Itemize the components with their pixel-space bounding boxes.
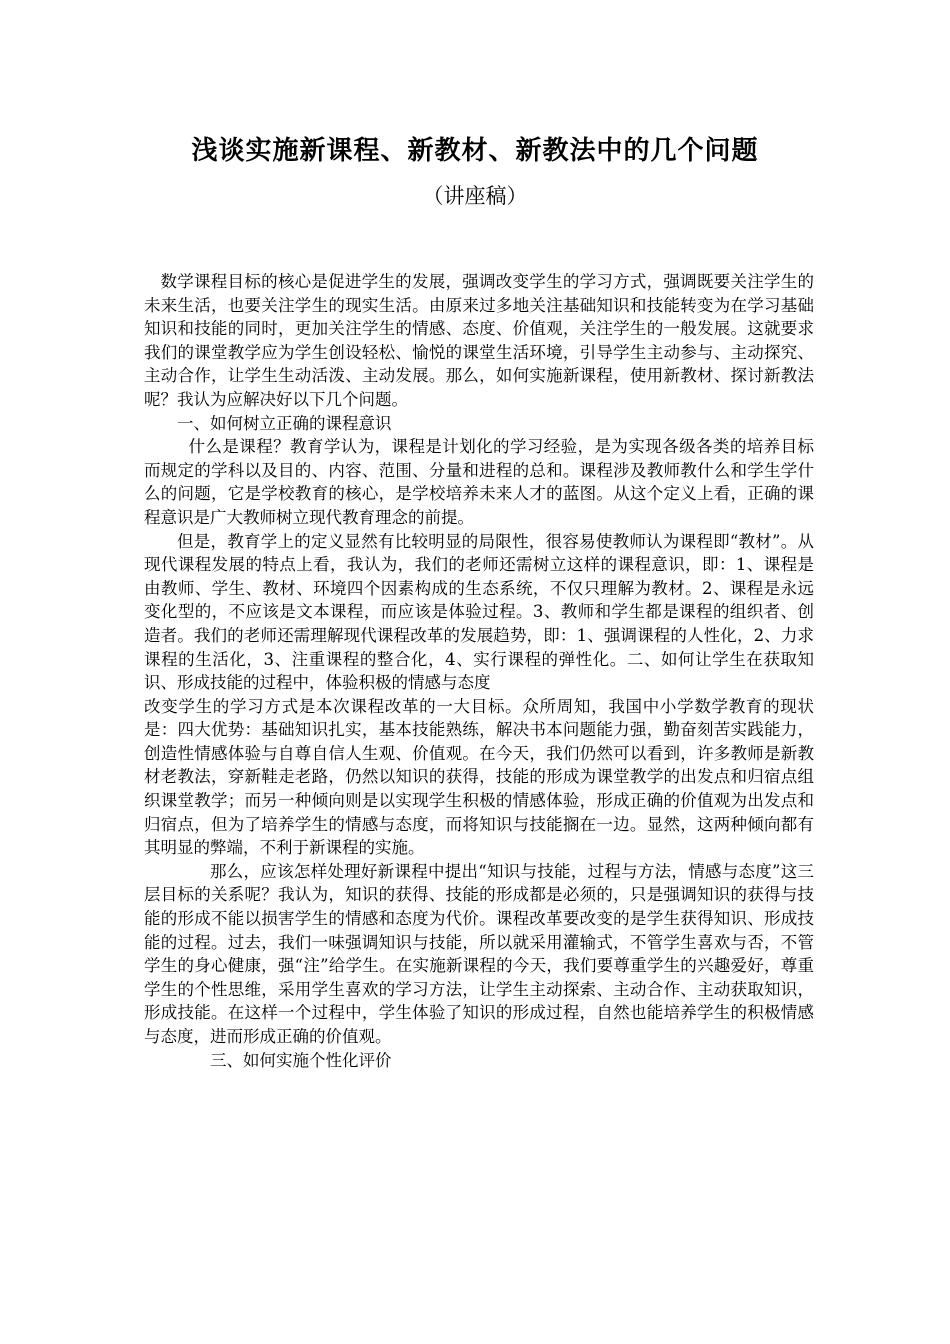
paragraph-learning-methods: 改变学生的学习方式是本次课程改革的一大目标。众所周知，我国中小学数学教育的现状是：四大优势：基础知识扎实，基本技能熟练，解决书本问题能力强，勤奋刻苦实践能力，创造性情感体验与自尊自信人生观、价值观。在今天，我们仍然可以看到，许多教师是新教材老教法，穿新鞋走老路，仍然以知识的获得，技能的形成为课堂教学的出发点和归宿点组织课堂教学；而另一种倾向则是以实现学生积极的情感体验，形成正确的价值观为出发点和归宿点，但为了培养学生的情感与态度，而将知识与技能搁在一边。显然，这两种倾向都有其明显的弊端，不利于新课程的实施。 <box>144 696 814 858</box>
document-title: 浅谈实施新课程、新教材、新教法中的几个问题 <box>191 136 759 166</box>
document-body <box>144 270 814 1072</box>
paragraph-course-awareness: 但是，教育学上的定义显然有比较明显的局限性，很容易使教师认为课程即“教材”。从现代课程发展的特点上看，我认为，我们的老师还需树立这样的课程意识，即：1、课程是由教师、学生、教材、环境四个因素构成的生态系统，不仅只理解为教材。2、课程是永远变化型的，不应该是文本课程，而应该是体验过程。3、教师和学生都是课程的组织者、创造者。我们的老师还需理解现代课程改革的发展趋势，即：1、强调课程的人性化，2、力求课程的生活化，3、注重课程的整合化，4、实行课程的弹性化。二、如何让学生在获取知识、形成技能的过程中，体验积极的情感与态度 <box>144 531 814 693</box>
section-heading-3: 三、如何实施个性化评价 <box>210 1050 392 1070</box>
paragraph-intro: 数学课程目标的核心是促进学生的发展，强调改变学生的学习方式，强调既要关注学生的未来生活，也要关注学生的现实生活。由原来过多地关注基础知识和技能转变为在学习基础知识和技能的同时，更加关注学生的情感、态度、价值观，关注学生的一般发展。这就要求我们的课堂教学应为学生创设轻松、愉悦的课堂生活环境，引导学生主动参与、主动探究、主动合作，让学生生动活泼、主动发展。那么，如何实施新课程，使用新教材、探讨新教法呢？我认为应解决好以下几个问题。 <box>144 272 814 409</box>
paragraph-course-definition: 什么是课程？教育学认为，课程是计划化的学习经验，是为实现各级各类的培养目标而规定的学科以及目的、内容、范围、分量和进程的总和。课程涉及教师教什么和学生学什么的问题，它是学校教育的核心，是学校培养未来人才的蓝图。从这个定义上看，正确的课程意识是广大教师树立现代教育理念的前提。 <box>144 437 814 527</box>
section-heading-1: 一、如何树立正确的课程意识 <box>177 413 392 433</box>
paragraph-three-goals: 那么，应该怎样处理好新课程中提出“知识与技能，过程与方法，情感与态度”这三层目标的关系呢？我认为，知识的获得、技能的形成都是必须的，只是强调知识的获得与技能的形成不能以损害学生的情感和态度为代价。课程改革要改变的是学生获得知识、形成技能的过程。过去，我们一味强调知识与技能，所以就采用灌输式，不管学生喜欢与否，不管学生的身心健康，强“注”给学生。在实施新课程的今天，我们要尊重学生的兴趣爱好，尊重学生的个性思维，采用学生喜欢的学习方法，让学生主动探索、主动合作、主动获取知识，形成技能。在这样一个过程中，学生体验了知识的形成过程，自然也能培养学生的积极情感与态度，进而形成正确的价值观。 <box>144 861 814 1046</box>
document-subtitle: （讲座稿） <box>422 184 528 208</box>
